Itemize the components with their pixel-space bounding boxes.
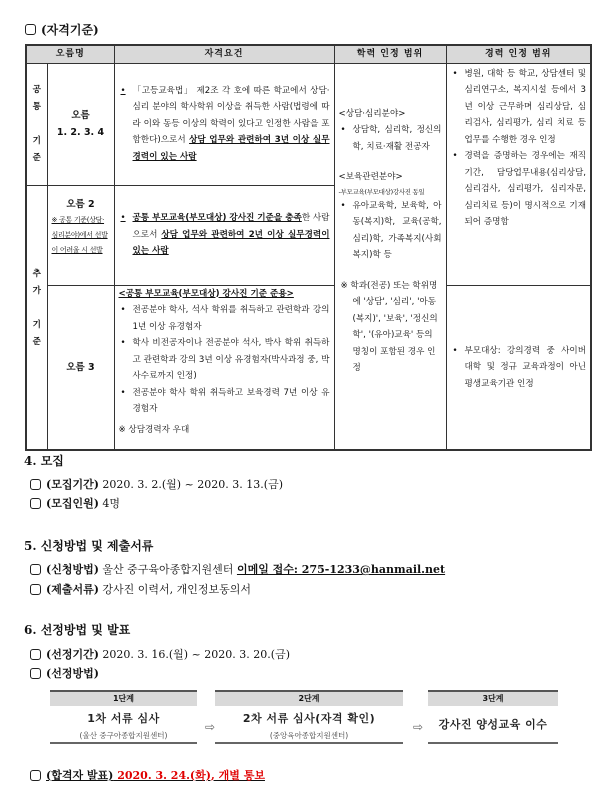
circle-bullet-icon	[30, 668, 41, 679]
section5-title: 5. 신청방법 및 제출서류	[24, 539, 154, 553]
module-name: 오름 1. 2. 3. 4	[47, 63, 114, 185]
table-row	[26, 285, 591, 450]
selection-method: (선정방법)	[30, 665, 99, 681]
step-2: 2단계 2차 서류 심사(자격 확인) (중앙육아종합지원센터)	[215, 690, 403, 744]
result-announcement: (합격자 발표) 2020. 3. 24.(화), 개별 통보	[30, 767, 265, 783]
module-name: 오름 2 ※ 공통 기준(상담·심리분야)에서 선발이 어려울 시 선발	[47, 185, 114, 285]
table-header-row	[26, 45, 591, 63]
circle-bullet-icon	[25, 24, 36, 35]
requirement-cell	[114, 63, 334, 185]
circle-bullet-icon	[30, 479, 41, 490]
requirement-cell	[114, 185, 334, 285]
requirement-item: • 공통 부모교육(부모대상) 강사진 기준을 충족한 사람으로서 상담 업무와 관련하여 2년 이상 실무경력이 있는 사람	[119, 210, 330, 260]
module-name: 오름 3	[47, 285, 114, 450]
selection-period: (선정기간) 2020. 3. 16.(월) ~ 2020. 3. 20.(금)	[30, 646, 290, 662]
recruit-period: (모집기간) 2020. 3. 2.(월) ~ 2020. 3. 13.(금)	[30, 476, 283, 492]
header-education: 학력 인정 범위	[334, 45, 446, 63]
table-row	[26, 63, 591, 185]
arrow-right-icon: ⇨	[205, 720, 216, 734]
email-link[interactable]: 이메일 접수: 275-1233@hanmail.net	[236, 563, 446, 576]
career-cell-top: • 병원, 대학 등 학교, 상담센터 및 심리연구소, 복지시설 등에서 3년 이상 근무하며 심리상담, 심리검사, 심리평가, 심리 치료 등 업무를 수행한 경우 인정 • 경력을 증명하는 경우에는 재직기간, 담당업무내용(심리상담, 심리검사, 심리평가, 심리자문, 심리치료 등)이 명시적으로 기재되어 증명함	[446, 63, 591, 285]
step-1: 1단계 1차 서류 심사 (울산 중구아종합지원센터)	[50, 690, 197, 744]
submit-docs: (제출서류) 강사진 이력서, 개인정보동의서	[30, 581, 251, 597]
circle-bullet-icon	[30, 649, 41, 660]
circle-bullet-icon	[30, 584, 41, 595]
group-label-common: 공 통 기 준	[26, 63, 47, 185]
career-cell-bottom: • 부모대상: 강의경력 중 사이버 대학 및 정규 교육과정이 아닌 평생교육기관 인정	[446, 285, 591, 450]
arrow-right-icon: ⇨	[413, 720, 424, 734]
recruit-count: (모집인원) 4명	[30, 495, 120, 511]
education-cell: <상담·심리분야> • 상담학, 심리학, 정신의학, 치료·재활 전공자 <보육관련분야> -부모교육(부모대상)강사진 동일 • 유아교육학, 보육학, 아동(복지)학, 교육(공학, 심리)학, 가족복지(사회복지)학 등 ※ 학과(전공) 또는 학위명에 '상담', '심리', '아동(복지)', '보육', '정신의학', '(유아)교육' 등의 명칭이 포함된 경우 인정	[334, 63, 446, 450]
step-3: 3단계 강사진 양성교육 이수	[428, 690, 558, 744]
circle-bullet-icon	[30, 770, 41, 781]
criteria-table	[25, 44, 592, 451]
circle-bullet-icon	[30, 498, 41, 509]
section6-title: 6. 선정방법 및 발표	[24, 623, 131, 637]
header-module: 오름명	[26, 45, 114, 63]
header-career: 경력 인정 범위	[446, 45, 591, 63]
section4-title: 4. 모집	[24, 454, 64, 468]
requirement-cell: <공통 부모교육(부모대상) 강사진 기준 준용> • 전공분야 학사, 석사 학위를 취득하고 관련학과 강의 1년 이상 유경험자 • 학사 비전공자이나 전공분야 석사, 박사 학위 취득하고 관련학과 강의 3년 이상 유경험자(박사과정 중, 박사수료까지 인정) • 전공분야 학사 학위 취득하고 보육경력 7년 이상 유경험자 ※ 상담경력자 우대	[114, 285, 334, 450]
requirement-item: • 「고등교육법」 제2조 각 호에 따른 학교에서 상담·심리 분야의 학사학위 이상을 취득한 사람(법령에 따라 이와 동등 이상의 학력이 있다고 인정한 사람을 포함한다)으로서 상담 업무와 관련하여 3년 이상 실무경력이 있는 사람	[119, 83, 330, 166]
apply-method: (신청방법) 울산 중구육아종합지원센터 이메일 접수: 275-1233@hanmail.net	[30, 561, 445, 577]
circle-bullet-icon	[30, 564, 41, 575]
criteria-heading: (자격기준)	[25, 21, 99, 38]
header-requirements: 자격요건	[114, 45, 334, 63]
group-label-additional: 추 가 기 준	[26, 185, 47, 450]
